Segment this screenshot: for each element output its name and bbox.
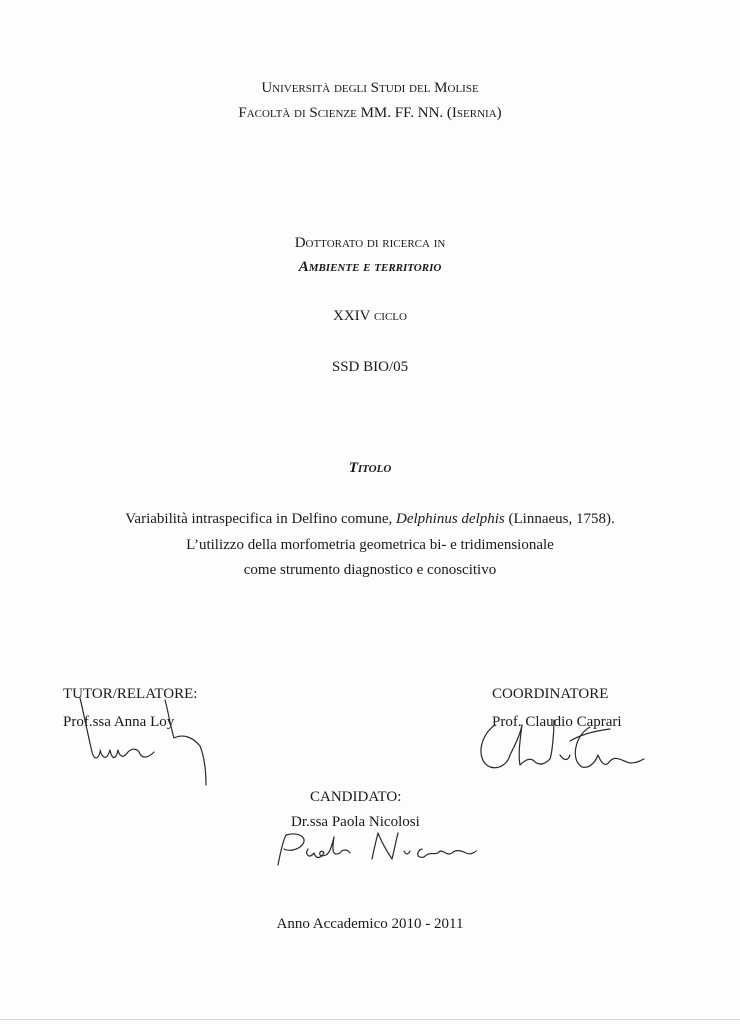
title-line-1-end: (Linnaeus, 1758). <box>504 511 615 527</box>
candidate-signature <box>270 825 480 875</box>
academic-year: Anno Accademico 2010 - 2011 <box>276 916 464 932</box>
candidate-label: CANDIDATO: <box>310 789 402 805</box>
doctorate-cycle: XXIV ciclo <box>333 308 407 324</box>
candidate-name: Dr.ssa Paola Nicolosi <box>291 814 420 830</box>
doctorate-line: Dottorato di ricerca in <box>294 235 446 251</box>
tutor-signature <box>70 690 220 790</box>
coordinator-signature <box>470 705 650 790</box>
doctorate-program: Ambiente e territorio <box>298 259 442 275</box>
title-line-1 <box>0 509 740 529</box>
title-line-1-start: Variabilità intraspecifica in Delfino comune, <box>125 511 396 527</box>
coordinator-name: Prof. Claudio Caprari <box>492 714 622 730</box>
title-label: Titolo <box>348 460 392 476</box>
faculty-name: Facoltà di Scienze MM. FF. NN. (Isernia) <box>238 105 502 121</box>
tutor-label: TUTOR/RELATORE: <box>63 686 198 702</box>
page-bottom-edge <box>0 1019 740 1020</box>
ssd-code: SSD BIO/05 <box>331 359 409 375</box>
university-name: Università degli Studi del Molise <box>261 80 479 96</box>
coordinator-label: COORDINATORE <box>492 686 609 702</box>
title-line-3: come strumento diagnostico e conoscitivo <box>243 562 497 578</box>
species-name: Delphinus delphis <box>396 511 505 527</box>
tutor-name: Prof.ssa Anna Loy <box>63 714 175 730</box>
title-line-2: L’utilizzo della morfometria geometrica bi- e tridimensionale <box>186 537 554 553</box>
